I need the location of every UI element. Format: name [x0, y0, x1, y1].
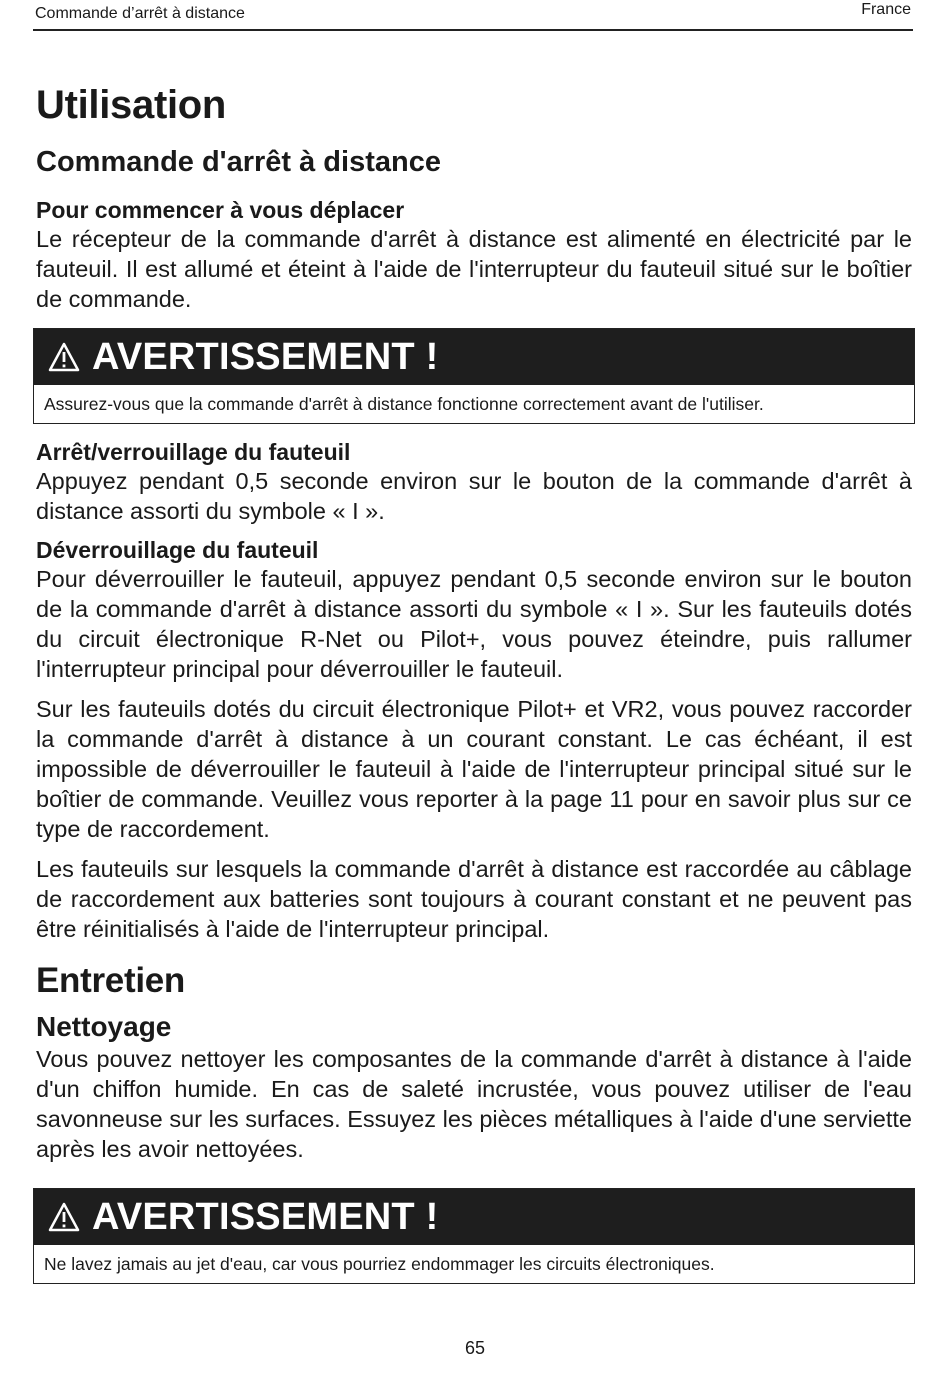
warning-header-1: [34, 329, 914, 385]
section-title-entretien: Entretien: [36, 961, 185, 1000]
warning-text-1: Assurez-vous que la commande d'arrêt à distance fonctionne correctement avant de l'utiliser.: [44, 394, 764, 414]
warning-box-2: [33, 1188, 915, 1284]
page-content: [36, 80, 912, 1298]
start-paragraph: Le récepteur de la commande d'arrêt à distance est alimenté en électricité par le fauteuil. Il est allumé et éteint à l'aide de l'interrupteur du fauteuil situé sur le boîtier de commande.: [36, 226, 912, 312]
header-country: France: [861, 1, 911, 18]
stop-paragraph: Appuyez pendant 0,5 seconde environ sur le bouton de la commande d'arrêt à distance assorti du symbole « I ».: [36, 468, 912, 524]
warning-box-1: [33, 328, 915, 424]
warning-title-1: AVERTISSEMENT !: [92, 335, 439, 378]
unlock-paragraph-2: Sur les fauteuils dotés du circuit électronique Pilot+ et VR2, vous pouvez raccorder la commande d'arrêt à distance à un courant constant. Le cas échéant, il est impossible de déverrouiller le fauteuil à l'aide de l'interrupteur principal situé sur le boîtier de commande. Veuillez vous reporter à la page 11 pour en savoir plus sur ce type de raccordement.: [36, 696, 912, 842]
warning-text-2: Ne lavez jamais au jet d'eau, car vous pourriez endommager les circuits électroniques.: [44, 1254, 715, 1274]
unlock-paragraph-1: Pour déverrouiller le fauteuil, appuyez pendant 0,5 seconde environ sur le bouton de la commande d'arrêt à distance assorti du symbole « I ». Sur les fauteuils dotés du circuit électronique R-Net ou Pilot+, vous pouvez éteindre, puis rallumer l'interrupteur principal pour déverrouiller le fauteuil.: [36, 566, 912, 682]
page-number: 65: [464, 1338, 486, 1358]
section-title-utilisation: Utilisation: [36, 83, 227, 127]
warning-triangle-icon: [48, 342, 80, 372]
unlock-paragraph-3: Les fauteuils sur lesquels la commande d'arrêt à distance est raccordée au câblage de raccordement aux batteries sont toujours à courant constant et ne peuvent pas être réinitialisés à l'aide de l'interrupteur principal.: [36, 856, 912, 942]
warning-header-2: [34, 1189, 914, 1245]
warning-triangle-icon: [48, 1202, 80, 1232]
warning-title-2: AVERTISSEMENT !: [92, 1195, 439, 1238]
cleaning-heading: Nettoyage: [36, 1011, 172, 1042]
unlock-heading: Déverrouillage du fauteuil: [36, 537, 319, 563]
running-header: [33, 0, 913, 31]
section-subtitle: Commande d'arrêt à distance: [36, 146, 441, 178]
start-heading: Pour commencer à vous déplacer: [36, 197, 405, 223]
stop-heading: Arrêt/verrouillage du fauteuil: [36, 439, 351, 465]
header-document-title: Commande d’arrêt à distance: [35, 5, 245, 22]
cleaning-paragraph: Vous pouvez nettoyer les composantes de la commande d'arrêt à distance à l'aide d'un chiffon humide. En cas de saleté incrustée, vous pouvez utiliser de l'eau savonneuse sur les surfaces. Essuyez les pièces métalliques à l'aide d'une serviette après les avoir nettoyées.: [36, 1046, 912, 1162]
